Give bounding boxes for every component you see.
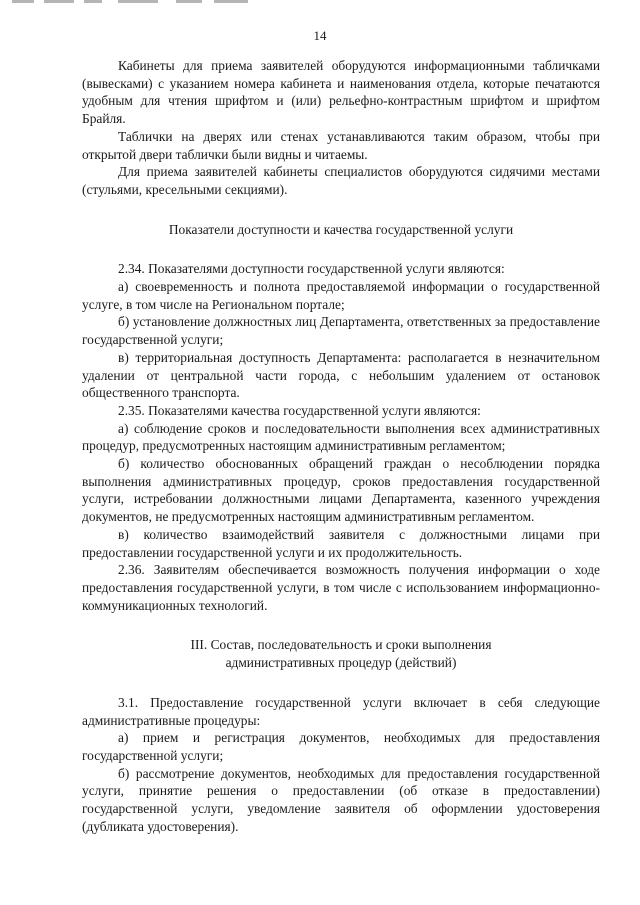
paragraph: 2.36. Заявителям обеспечивается возможность получения информации о ходе предоставления государственной услуги, в том числе с использованием информационно-коммуникационных технологий. bbox=[82, 562, 600, 613]
paragraph: б) рассмотрение документов, необходимых для предоставления государственной услуги, принятие решения о предоставлении (об отказе в предоставлении) государственной услуги, уведомление заявителя об оформлении удостоверения (дубликата удостоверения). bbox=[82, 765, 600, 834]
paragraph: а) своевременность и полнота предоставляемой информации о государственной услуге, в том числе на Региональном портале; bbox=[82, 279, 600, 312]
scan-edge-marks bbox=[0, 0, 300, 6]
paragraph: в) территориальная доступность Департамента: располагается в незначительном удалении от центральной части города, с небольшим удалением от остановок общественного транспорта. bbox=[82, 349, 600, 401]
paragraph: а) соблюдение сроков и последовательности выполнения всех административных процедур, предусмотренных настоящим административным регламентом; bbox=[82, 420, 600, 454]
page-number: 14 bbox=[313, 28, 327, 43]
paragraph: 2.34. Показателями доступности государственной услуги являются: bbox=[118, 261, 505, 277]
paragraph: в) количество взаимодействий заявителя с должностными лицами при предоставлении государственной услуги и их продолжительность. bbox=[82, 526, 600, 560]
section-heading-line1: III. Состав, последовательность и сроки выполнения bbox=[190, 637, 492, 653]
paragraph: б) установление должностных лиц Департамента, ответственных за предоставление государственной услуги; bbox=[82, 314, 600, 348]
document-body bbox=[82, 57, 600, 835]
paragraph: б) количество обоснованных обращений граждан о несоблюдении порядка выполнения административных процедур, сроков предоставления государственной услуги, истребовании должностными лицами Департамента, казенного учреждения документов, не предусмотренных настоящим административным регламентом. bbox=[82, 456, 600, 525]
paragraph: 3.1. Предоставление государственной услуги включает в себя следующие административные процедуры: bbox=[82, 694, 600, 728]
paragraph: Кабинеты для приема заявителей оборудуются информационными табличками (вывесками) с указанием номера кабинета и наименования отдела, которые печатаются удобным для чтения шрифтом и (или) рельефно-контрастным шрифтом и шрифтом Брайля. bbox=[82, 58, 600, 127]
section-heading-indicators: Показатели доступности и качества государственной услуги bbox=[168, 221, 514, 237]
paragraph: 2.35. Показателями качества государственной услуги являются: bbox=[118, 402, 481, 418]
paragraph: Для приема заявителей кабинеты специалистов оборудуются сидячими местами (стульями, кресельными секциями). bbox=[82, 164, 600, 197]
paragraph: Таблички на дверях или стенах устанавливаются таким образом, чтобы при открытой двери таблички были видны и читаемы. bbox=[82, 128, 600, 162]
paragraph: а) прием и регистрация документов, необходимых для предоставления государственной услуги; bbox=[82, 730, 600, 763]
section-heading-line2: административных процедур (действий) bbox=[225, 655, 457, 671]
